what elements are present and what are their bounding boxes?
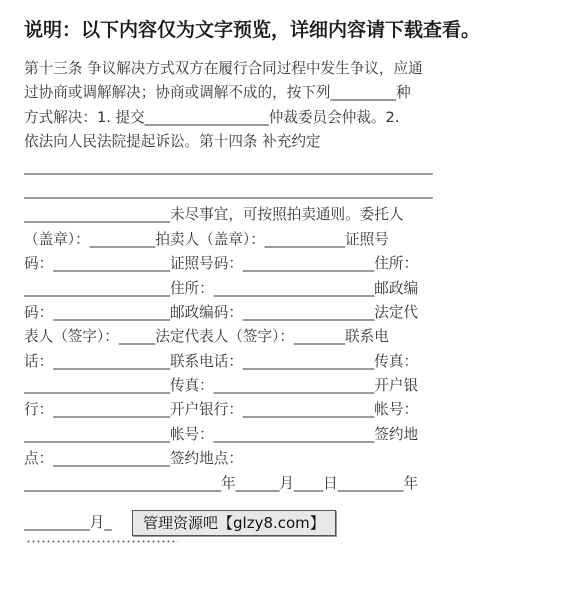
text-line: 依法向人民法院提起诉讼。第十四条 补充约定: [24, 133, 321, 151]
text-line: ____________________传真：______________________开户银: [24, 377, 419, 395]
text-line: ________________________________________________________: [24, 157, 433, 175]
text-line: 过协商或调解解决；协商或调解不成的，按下列_________种: [24, 84, 411, 102]
watermark-label: 管理资源吧【glzy8.com】: [132, 510, 336, 536]
text-line: ___________________________年______月____日_________年: [24, 474, 419, 492]
text-line: 话：________________联系电话：__________________传真：: [24, 352, 419, 370]
text-line: ________________________________________________________: [24, 181, 433, 199]
text-line: 方式解决：1. 提交_________________仲裁委员会仲裁。2.: [24, 108, 400, 126]
text-line: 第十三条 争议解决方式双方在履行合同过程中发生争议，应通: [24, 60, 423, 77]
text-line: 表人（签字）：_____法定代表人（签字）：_______联系电: [24, 328, 389, 346]
footer-row: [24, 510, 564, 536]
preview-notice: 说明：以下内容仅为文字预览，详细内容请下载查看。: [24, 19, 481, 41]
dotted-separator: [26, 540, 178, 543]
text-line: ____________________未尽事宜，可按照拍卖通则。委托人: [24, 206, 404, 224]
footer-text: _________月_: [24, 514, 112, 531]
text-line: 码：________________邮政编码：__________________法定代: [24, 303, 419, 321]
text-line: （盖章）：_________拍卖人（盖章）：___________证照号: [24, 230, 389, 248]
text-line: 码：________________证照号码：__________________住所：: [24, 255, 419, 273]
contract-body: [24, 57, 554, 496]
text-line: 行：________________开户银行：__________________帐号：: [24, 401, 419, 419]
text-line: 点：________________签约地点：: [24, 450, 243, 468]
text-line: ____________________帐号：______________________签约地: [24, 425, 419, 443]
text-line: ____________________住所：______________________邮政编: [24, 279, 419, 297]
